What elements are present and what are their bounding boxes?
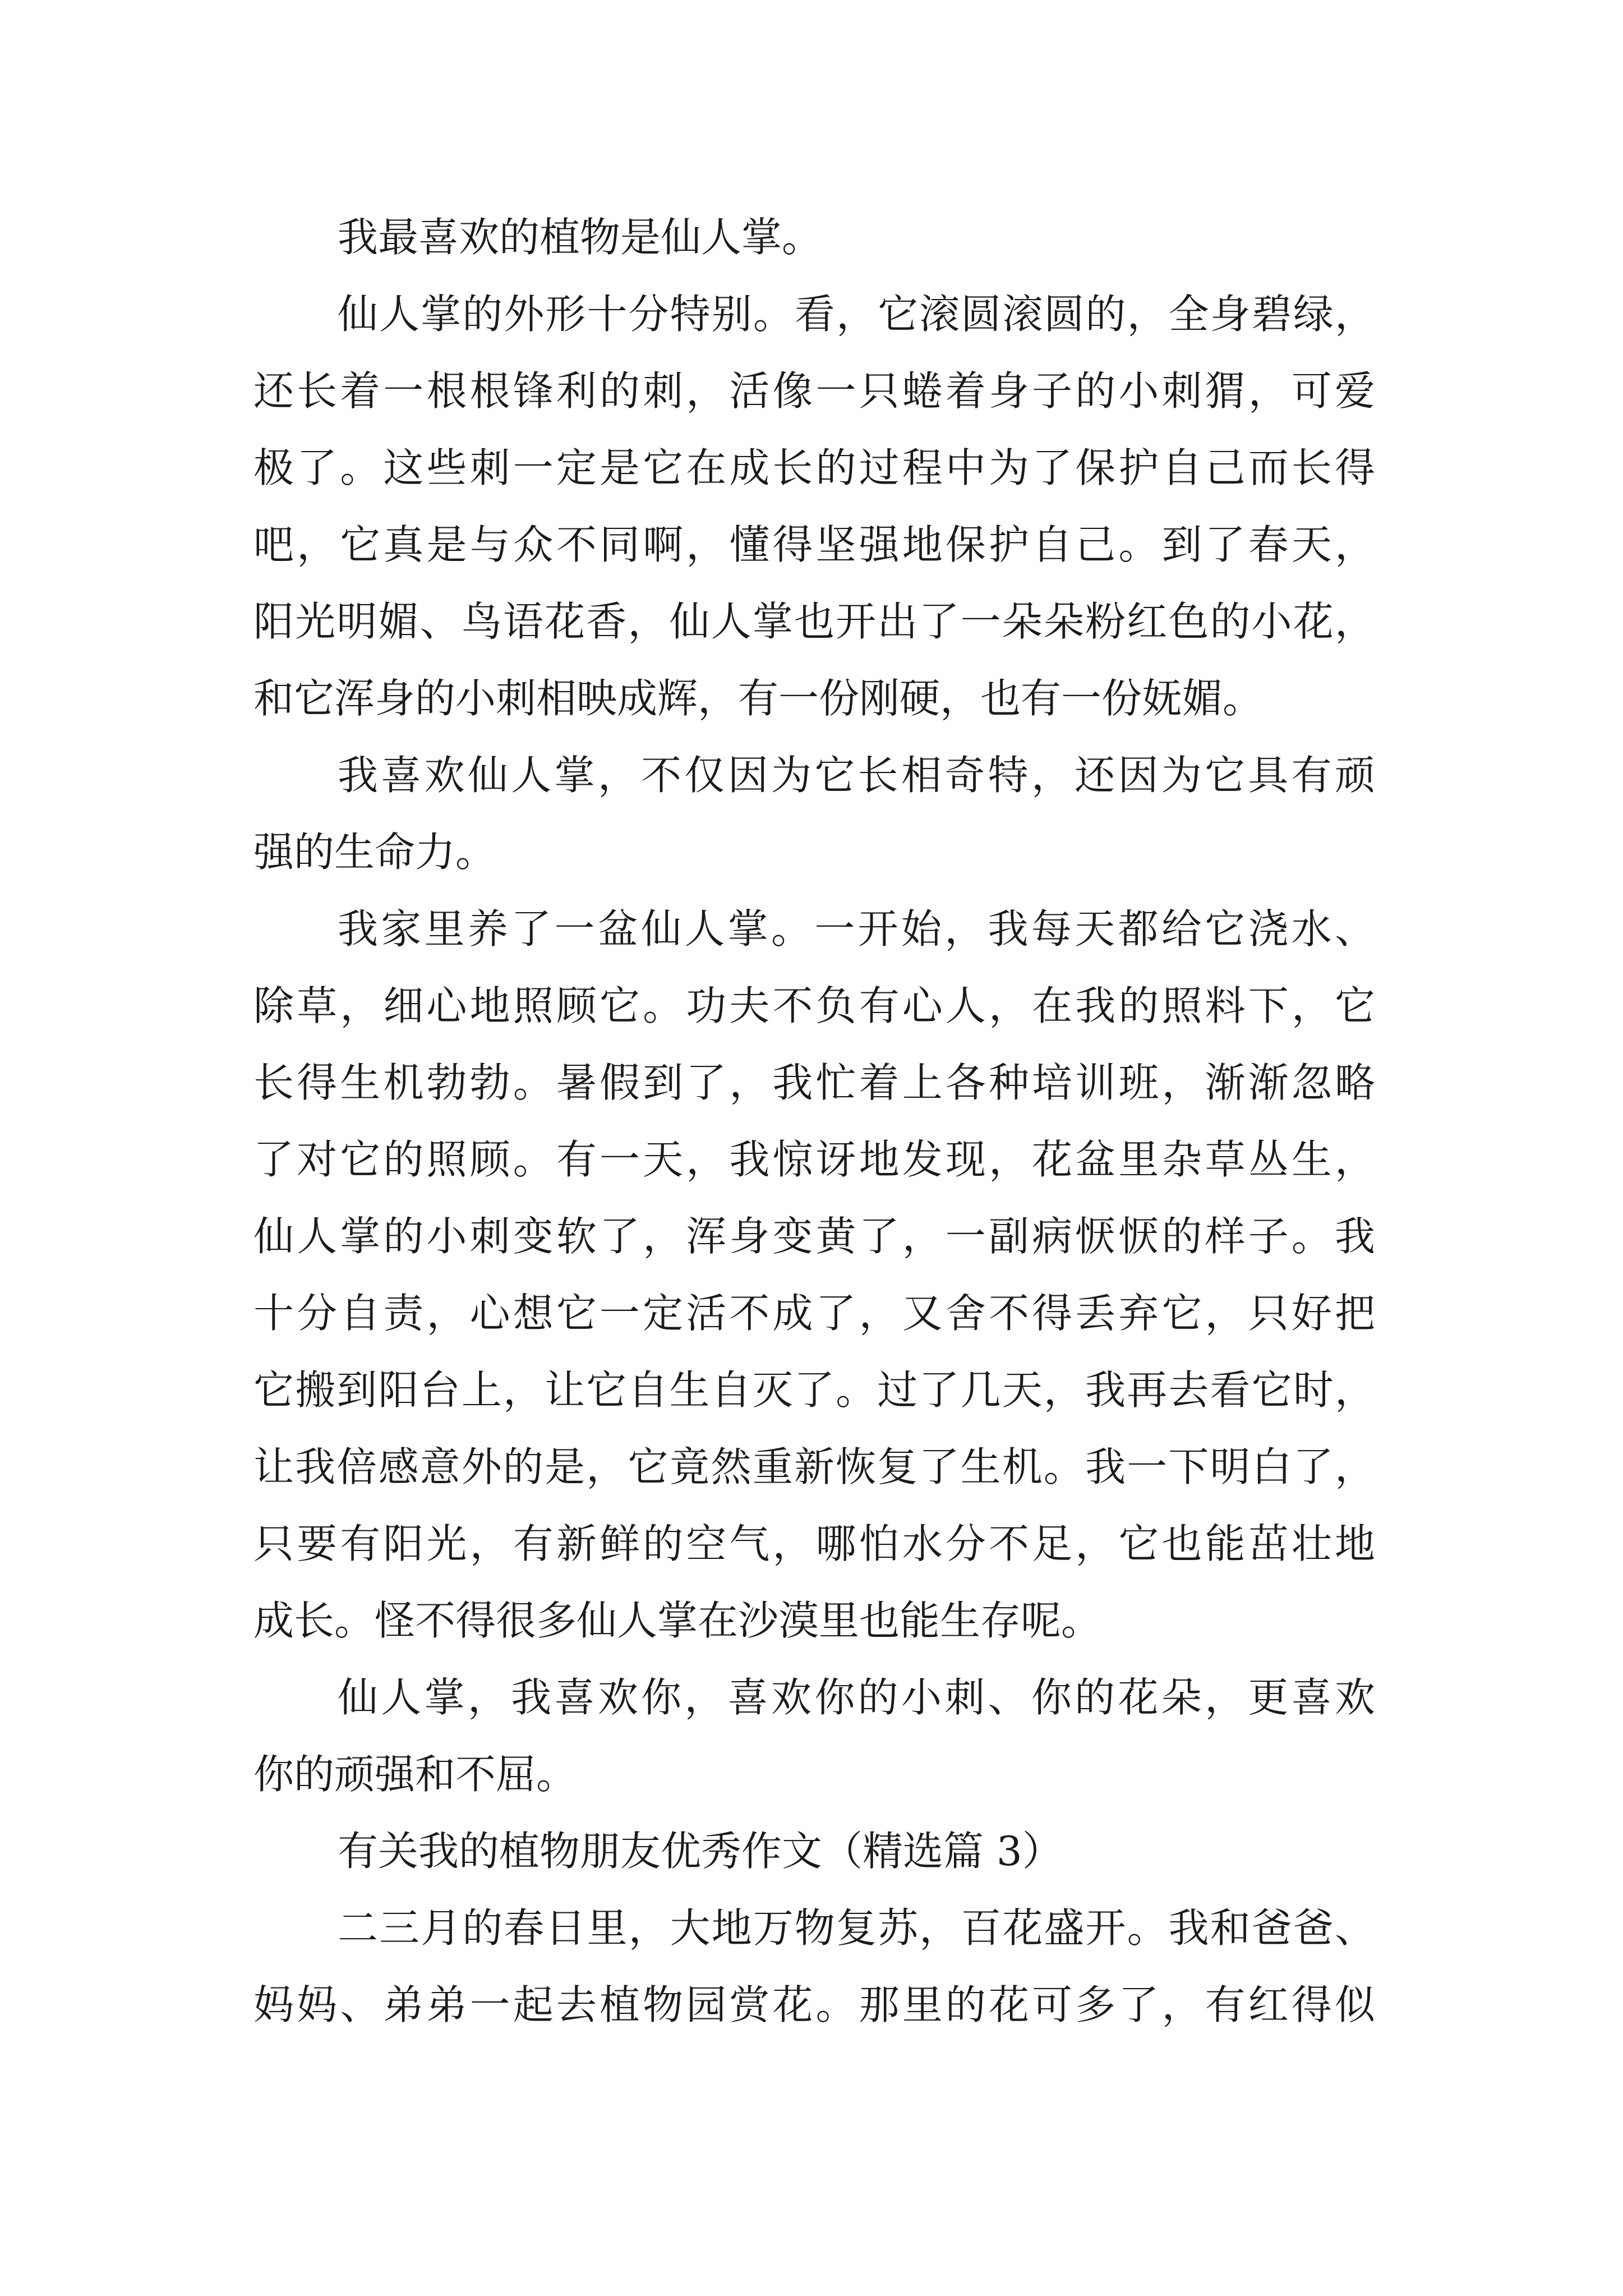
text-line: 了对它的照顾。有一天，我惊讶地发现，花盆里杂草丛生，	[253, 1136, 1375, 1183]
text-line: 它搬到阳台上，让它自生自灭了。过了几天，我再去看它时，	[253, 1366, 1375, 1414]
text-line: 仙人掌的小刺变软了，浑身变黄了，一副病恹恹的样子。我	[253, 1213, 1375, 1260]
text-line: 让我倍感意外的是，它竟然重新恢复了生机。我一下明白了，	[253, 1443, 1375, 1490]
text-line: 和它浑身的小刺相映成辉，有一份刚硬，也有一份妩媚。	[253, 675, 1264, 722]
text-line: 我最喜欢的植物是仙人掌。	[338, 214, 823, 261]
text-line: 仙人掌，我喜欢你，喜欢你的小刺、你的花朵，更喜欢	[338, 1674, 1375, 1721]
document-body	[253, 199, 1375, 2044]
text-line: 妈妈、弟弟一起去植物园赏花。那里的花可多了，有红得似	[253, 1981, 1375, 2028]
text-line: 我家里养了一盆仙人掌。一开始，我每天都给它浇水、	[338, 905, 1375, 953]
text-line: 只要有阳光，有新鲜的空气，哪怕水分不足，它也能茁壮地	[253, 1520, 1375, 1567]
text-line: 二三月的春日里，大地万物复苏，百花盛开。我和爸爸、	[338, 1904, 1375, 1952]
text-line: 除草，细心地照顾它。功夫不负有心人，在我的照料下，它	[253, 982, 1375, 1029]
text-line: 你的顽强和不屈。	[253, 1751, 577, 1798]
text-line: 阳光明媚、鸟语花香，仙人掌也开出了一朵朵粉红色的小花，	[253, 598, 1375, 645]
text-line: 长得生机勃勃。暑假到了，我忙着上各种培训班，渐渐忽略	[253, 1059, 1375, 1106]
text-line: 有关我的植物朋友优秀作文（精选篇 3）	[338, 1828, 1063, 1875]
text-line: 十分自责，心想它一定活不成了，又舍不得丢弃它，只好把	[253, 1290, 1375, 1337]
text-line: 极了。这些刺一定是它在成长的过程中为了保护自己而长得	[253, 444, 1375, 491]
text-line: 吧，它真是与众不同啊，懂得坚强地保护自己。到了春天，	[253, 521, 1375, 568]
text-line: 我喜欢仙人掌，不仅因为它长相奇特，还因为它具有顽	[338, 752, 1375, 799]
text-line: 强的生命力。	[253, 829, 496, 876]
text-line: 还长着一根根锋利的刺，活像一只蜷着身子的小刺猬，可爱	[253, 367, 1375, 415]
text-line: 仙人掌的外形十分特别。看，它滚圆滚圆的，全身碧绿，	[338, 291, 1375, 338]
text-line: 成长。怪不得很多仙人掌在沙漠里也能生存呢。	[253, 1597, 1102, 1644]
